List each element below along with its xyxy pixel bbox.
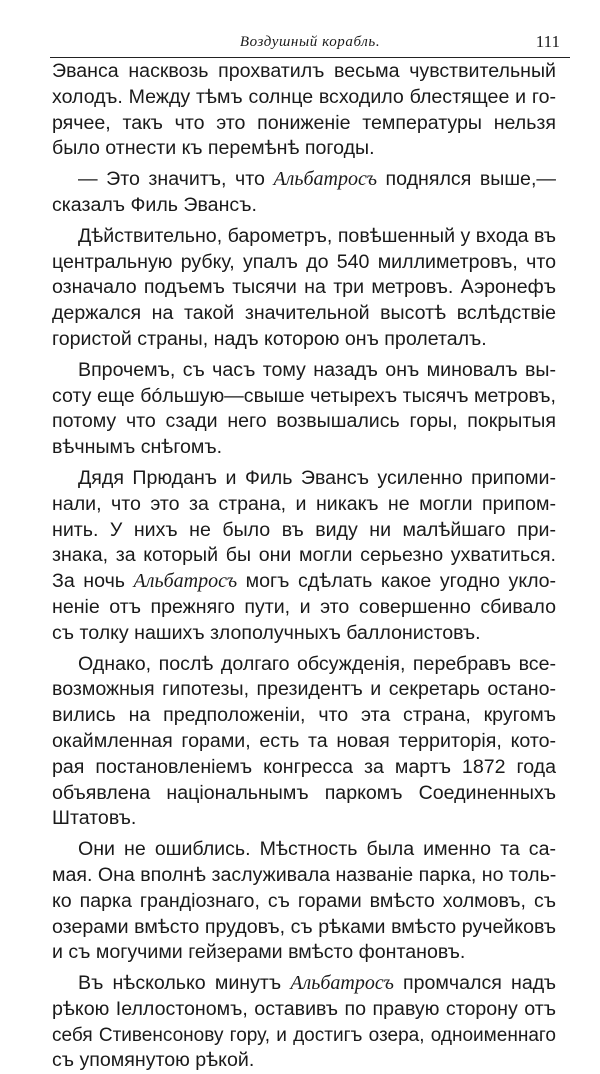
text-line: потому что сзади него возвышались горы, покрытыя xyxy=(52,410,556,433)
text-line: Эванса насквозь прохватилъ весьма чувствительный xyxy=(52,60,556,82)
ship-name: Альбатросъ xyxy=(290,972,394,995)
line-segment: Въ нѣсколько минутъ xyxy=(78,972,291,995)
paragraph xyxy=(52,167,556,219)
line-segment: поднялся выше,— xyxy=(376,168,556,191)
text-line: нить. У нихъ не было въ виду ни малѣйшаго при- xyxy=(52,518,556,541)
paragraph xyxy=(52,59,556,162)
text-line: соту еще бóльшую—свыше четырехъ тысячъ метровъ, xyxy=(52,384,556,407)
paragraph xyxy=(52,358,556,461)
text-line: гористой страны, надъ которою онъ пролеталъ. xyxy=(52,327,487,350)
text-line: рячее, такъ что это пониженіе температуры нельзя xyxy=(52,111,556,134)
line-segment: могъ сдѣлать какое угодно уклo- xyxy=(237,570,556,593)
text-line: окаймленная горами, есть та новая территорія, кото- xyxy=(52,729,556,752)
text-line: было отнести къ перемѣнѣ погоды. xyxy=(52,137,375,160)
text-line: Однако, послѣ долгаго обсужденія, перебравъ все- xyxy=(78,652,556,675)
text-line: держался на такой значительной высотѣ вслѣдствіе xyxy=(52,302,556,325)
paragraph xyxy=(52,652,556,833)
text-line: Дѣйствительно, барометръ, повѣшенный у входа въ xyxy=(78,224,556,247)
line-segment: За ночь xyxy=(52,570,134,593)
text-line xyxy=(52,167,556,193)
text-line: Впрочемъ, съ часъ тому назадъ онъ миновалъ вы- xyxy=(78,358,556,381)
body-text xyxy=(52,59,556,1074)
text-line: вились на предположеніи, что эта страна, кругомъ xyxy=(52,704,556,727)
running-title: Воздушный корабль. xyxy=(239,34,381,50)
text-line xyxy=(52,569,556,595)
header-rule xyxy=(50,57,570,58)
page-number: 111 xyxy=(535,32,560,51)
text-line: рѣкою Іеллостономъ, оставивъ по правую сторону отъ xyxy=(52,997,556,1020)
text-line: сказалъ Филь Эвансъ. xyxy=(52,193,257,216)
text-line: неніе отъ прежняго пути, и это совершенно сбивало xyxy=(52,595,556,618)
running-head xyxy=(50,34,570,54)
text-line: знака, за который бы они могли серьезно ухватиться. xyxy=(52,544,556,567)
text-line: означало подъемъ тысячи на три метровъ. Аэронефъ xyxy=(52,276,556,299)
paragraph xyxy=(52,224,556,353)
text-line: Штатовъ. xyxy=(52,807,137,830)
paragraph xyxy=(52,837,556,966)
text-line: нали, что это за страна, и никакъ не могли припом- xyxy=(52,492,556,515)
line-segment: — Это значитъ, что xyxy=(78,168,274,191)
text-line: мая. Она вполнѣ заслуживала названіе парка, но толь- xyxy=(52,863,557,886)
text-line: объявлена національнымъ паркомъ Соединенныхъ xyxy=(52,781,556,804)
text-line: озерами вмѣсто прудовъ, съ рѣками вмѣсто ручейковъ xyxy=(52,915,556,938)
paragraph xyxy=(52,971,556,1074)
ship-name: Альбатросъ xyxy=(133,570,238,593)
ship-name: Альбатросъ xyxy=(273,168,377,191)
text-line: центральную рубку, упалъ до 540 миллиметровъ, что xyxy=(52,250,556,273)
text-line: Они не ошиблись. Мѣстность была именно та са- xyxy=(78,838,556,861)
text-line: рая постановленіемъ конгресса за мартъ 1872 года xyxy=(52,755,556,778)
paragraph xyxy=(52,466,556,647)
text-line: ко парка грандіознаго, съ горами вмѣсто холмовъ, съ xyxy=(52,889,556,912)
text-line: вѣчнымъ снѣгомъ. xyxy=(52,436,223,459)
text-line xyxy=(52,971,556,997)
text-line: холодъ. Между тѣмъ солнце всходило блестящее и го- xyxy=(52,85,556,108)
text-line: съ толку нашихъ злополучныхъ баллонистовъ. xyxy=(52,621,481,644)
text-line: и съ могучими гейзерами вмѣсто фонтановъ. xyxy=(52,941,466,964)
text-line: себя Стивенсонову гору, и достигъ озера, одноименнаго xyxy=(52,1024,556,1046)
line-segment: промчался надъ xyxy=(393,972,556,995)
text-line: съ упомянутою рѣкой. xyxy=(52,1049,255,1072)
text-line: возможныя гипотезы, президентъ и секретарь остано- xyxy=(52,678,556,701)
text-line: Дядя Прюданъ и Филь Эвансъ усиленно припоми- xyxy=(78,466,556,489)
